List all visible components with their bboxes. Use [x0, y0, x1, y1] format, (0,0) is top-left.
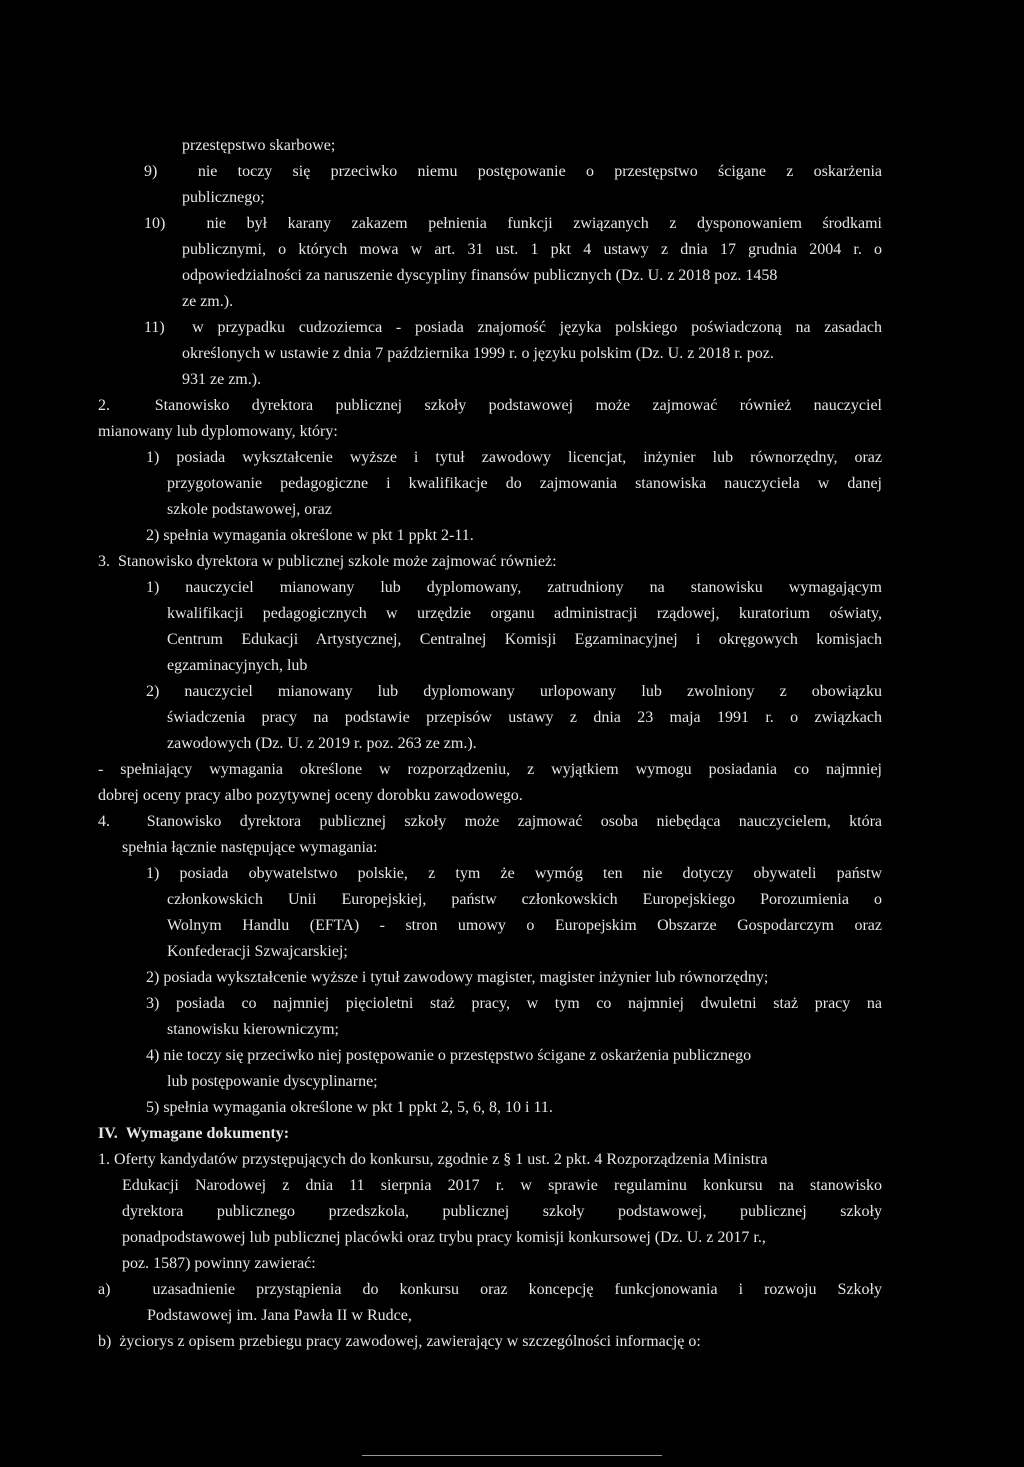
text-line: świadczenia pracy na podstawie przepisów ustawy z dnia 23 maja 1991 r. o związkach: [167, 709, 882, 726]
text-line: 5) spełnia wymagania określone w pkt 1 ppkt 2, 5, 6, 8, 10 i 11.: [146, 1099, 553, 1116]
text-line: 2) posiada wykształcenie wyższe i tytuł zawodowy magister, magister inżynier lub równorzędny;: [146, 969, 769, 986]
text-line: 10) nie był karany zakazem pełnienia funkcji związanych z dysponowaniem środkami: [144, 215, 882, 232]
text-line: 11) w przypadku cudzoziemca - posiada znajomość języka polskiego poświadczoną na zasadach: [144, 319, 882, 336]
text-line: 4) nie toczy się przeciwko niej postępowanie o przestępstwo ścigane z oskarżenia publicznego: [146, 1047, 752, 1064]
text-line: publicznego;: [182, 189, 265, 206]
text-line: 1) posiada wykształcenie wyższe i tytuł zawodowy licencjat, inżynier lub równorzędny, oraz: [146, 449, 882, 466]
section-heading: IV. Wymagane dokumenty:: [98, 1125, 290, 1142]
text-line: Wolnym Handlu (EFTA) - stron umowy o Europejskim Obszarze Gospodarczym oraz: [167, 917, 882, 934]
text-line: zawodowych (Dz. U. z 2019 r. poz. 263 ze zm.).: [167, 735, 477, 752]
text-line: określonych w ustawie z dnia 7 października 1999 r. o języku polskim (Dz. U. z 2018 r. poz.: [182, 345, 774, 362]
text-line: odpowiedzialności za naruszenie dyscypliny finansów publicznych (Dz. U. z 2018 poz. 1458: [182, 267, 778, 284]
text-line: 9) nie toczy się przeciwko niemu postępowanie o przestępstwo ścigane z oskarżenia: [144, 163, 882, 180]
text-line: członkowskich Unii Europejskiej, państw członkowskich Europejskiego Porozumienia o: [167, 891, 882, 908]
text-line: przygotowanie pedagogiczne i kwalifikacje do zajmowania stanowiska nauczyciela w danej: [167, 475, 882, 492]
text-line: dobrej oceny pracy albo pozytywnej oceny dorobku zawodowego.: [98, 787, 523, 804]
text-line: 3) posiada co najmniej pięcioletni staż pracy, w tym co najmniej dwuletni staż pracy na: [146, 995, 882, 1012]
text-line: Konfederacji Szwajcarskiej;: [167, 943, 348, 960]
text-line: 2) spełnia wymagania określone w pkt 1 ppkt 2-11.: [146, 527, 474, 544]
text-line: szkole podstawowej, oraz: [167, 501, 332, 518]
text-line: lub postępowanie dyscyplinarne;: [167, 1073, 378, 1090]
text-line: Centrum Edukacji Artystycznej, Centralnej Komisji Egzaminacyjnej i okręgowych komisjach: [167, 631, 882, 648]
text-line: 931 ze zm.).: [182, 371, 262, 388]
text-line: 3. Stanowisko dyrektora w publicznej szkole może zajmować również:: [98, 553, 557, 570]
text-line: kwalifikacji pedagogicznych w urzędzie organu administracji rządowej, kuratorium oświaty,: [167, 605, 882, 622]
text-line: 1. Oferty kandydatów przystępujących do konkursu, zgodnie z § 1 ust. 2 pkt. 4 Rozporządzenia Ministra: [98, 1151, 768, 1168]
text-line: a) uzasadnienie przystąpienia do konkursu oraz koncepcję funkcjonowania i rozwoju Szkoły: [98, 1281, 882, 1298]
text-line: stanowisku kierowniczym;: [167, 1021, 339, 1038]
text-line: dyrektora publicznego przedszkola, publicznej szkoły podstawowej, publicznej szkoły: [122, 1203, 882, 1220]
text-line: przestępstwo skarbowe;: [182, 137, 336, 154]
text-line: Edukacji Narodowej z dnia 11 sierpnia 2017 r. w sprawie regulaminu konkursu na stanowisko: [122, 1177, 882, 1194]
text-line: ze zm.).: [182, 293, 234, 310]
text-line: Podstawowej im. Jana Pawła II w Rudce,: [147, 1307, 412, 1324]
text-line: spełnia łącznie następujące wymagania:: [122, 839, 378, 856]
text-line: - spełniający wymagania określone w rozporządzeniu, z wyjątkiem wymogu posiadania co najmniej: [98, 761, 882, 778]
text-line: poz. 1587) powinny zawierać:: [122, 1255, 316, 1272]
text-line: mianowany lub dyplomowany, który:: [98, 423, 338, 440]
text-line: 4. Stanowisko dyrektora publicznej szkoły może zajmować osoba niebędąca nauczycielem, która: [98, 813, 882, 830]
text-line: egzaminacyjnych, lub: [167, 657, 308, 674]
text-line: 2. Stanowisko dyrektora publicznej szkoły podstawowej może zajmować również nauczyciel: [98, 397, 882, 414]
text-line: 1) nauczyciel mianowany lub dyplomowany, zatrudniony na stanowisku wymagającym: [146, 579, 882, 596]
text-line: b) życiorys z opisem przebiegu pracy zawodowej, zawierający w szczególności informację o:: [98, 1333, 701, 1350]
footer-rule: [362, 1455, 662, 1456]
text-line: 2) nauczyciel mianowany lub dyplomowany urlopowany lub zwolniony z obowiązku: [146, 683, 882, 700]
text-line: publicznymi, o których mowa w art. 31 ust. 1 pkt 4 ustawy z dnia 17 grudnia 2004 r. o: [182, 241, 882, 258]
text-line: 1) posiada obywatelstwo polskie, z tym że wymóg ten nie dotyczy obywateli państw: [146, 865, 882, 882]
text-line: ponadpodstawowej lub publicznej placówki oraz trybu pracy komisji konkursowej (Dz. U. z 2017 r.,: [122, 1229, 766, 1246]
